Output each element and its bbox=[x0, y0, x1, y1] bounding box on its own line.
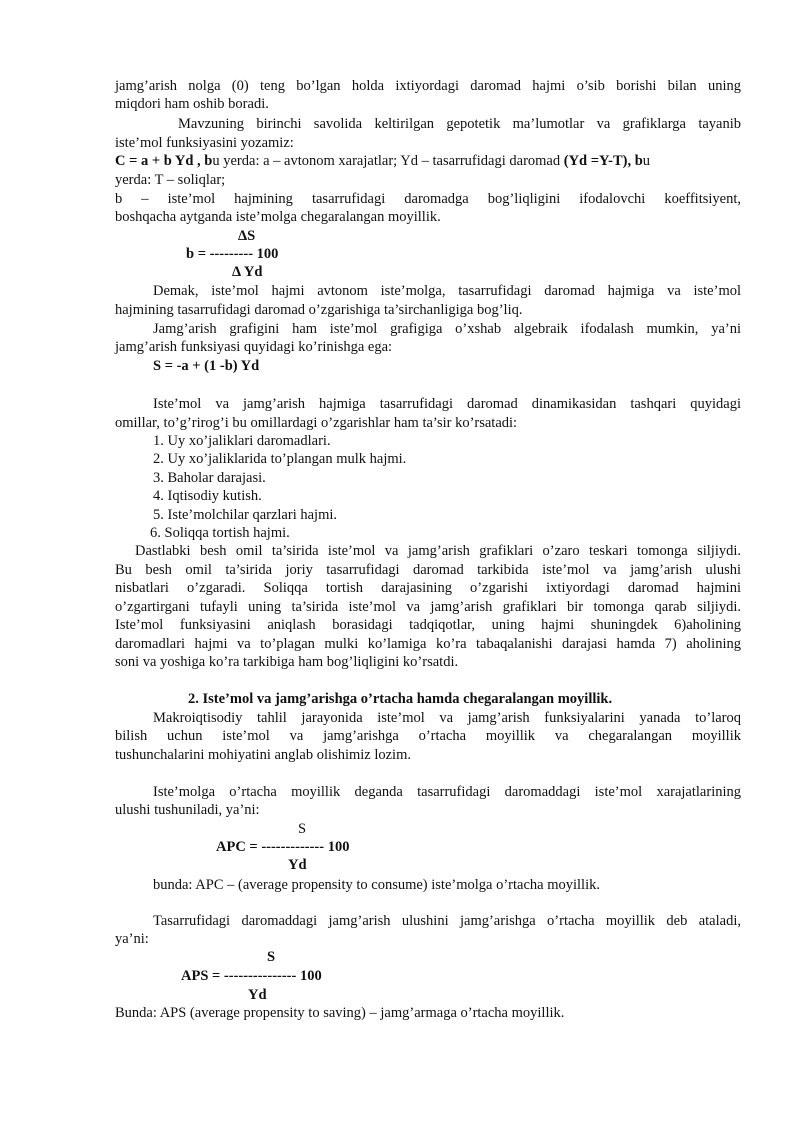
text-line: jamg’arish funksiyasi quyidagi ko’rinishga ega: bbox=[115, 339, 393, 355]
text-line: soni va yoshiga ko’ra tarkibiga ham bog’liqligini ko’rsatdi. bbox=[115, 654, 459, 670]
text-line: bilish uchun iste’mol va jamg’arishga o’rtacha moyillik va chegaralangan moyillik bbox=[115, 728, 741, 744]
text-line: ya’ni: bbox=[115, 931, 149, 947]
text-line: o’zgartirgani tufayli uning ta’sirida iste’mol va jamg’arish grafiklari bir tomonga qarab siljiydi. bbox=[115, 599, 741, 615]
consumption-formula-line bbox=[115, 152, 650, 170]
formula-aps-denominator: Yd bbox=[248, 987, 267, 1003]
text-line: Jamg’arish grafigini ham iste’mol grafigiga o’xshab algebraik ifodalash mumkin, ya’ni bbox=[153, 321, 741, 337]
text-line: Iste’mol funksiyasini aniqlash borasidagi tadqiqotlar, uning hajmi shuningdek 6)aholining bbox=[115, 617, 741, 633]
text-line: Makroiqtisodiy tahlil jarayonida iste’mol va jamg’arish funksiyalarini yanada to’laroq bbox=[153, 710, 741, 726]
text-line: nisbatlari o’zgaradi. Soliqqa tortish darajasining o’zgarishi ixtiyordagi daromad hajmini bbox=[115, 580, 741, 596]
list-item: 2. Uy xo’jaliklarida to’plangan mulk hajmi. bbox=[153, 451, 407, 467]
text-line: jamg’arish nolga (0) teng bo’lgan holda ixtiyordagi daromad hajmi o’sib borishi bilan uning bbox=[115, 78, 741, 94]
text-line: yerda: T – soliqlar; bbox=[115, 172, 226, 188]
text-line: Iste’mol va jamg’arish hajmiga tasarrufidagi daromad dinamikasidan tashqari quyidagi bbox=[153, 396, 741, 412]
text-line: boshqacha aytganda iste’molga chegaralangan moyillik. bbox=[115, 209, 441, 225]
formula-c-desc: u yerda: a – avtonom xarajatlar; Yd – tasarrufidagi daromad bbox=[212, 153, 564, 169]
text-line: daromadlari hajmi va to’plagan mulki ko’lamiga ko’ra tabaqalanishi darajasi hamda 7) aholining bbox=[115, 636, 741, 652]
formula-b: b = --------- 100 bbox=[186, 246, 279, 262]
formula-apc: APC = ------------- 100 bbox=[216, 839, 350, 855]
formula-aps-numerator: S bbox=[267, 949, 276, 965]
formula-c: C = a + b Yd , b bbox=[115, 153, 213, 169]
text-line: Bu besh omil ta’sirida joriy tasarrufidagi daromad tarkibida iste’mol va jamg’arish ulushi bbox=[115, 562, 741, 578]
text-line: tushunchalarini mohiyatini anglab olishimiz lozim. bbox=[115, 747, 411, 763]
text-line: miqdori ham oshib boradi. bbox=[115, 96, 269, 112]
list-item: 4. Iqtisodiy kutish. bbox=[153, 488, 262, 504]
text-line: omillar, to’g’rirog’i bu omillardagi o’zgarishlar ham ta’sir ko’rsatadi: bbox=[115, 415, 518, 431]
formula-c-tail: u bbox=[642, 153, 651, 169]
aps-definition: Bunda: APS (average propensity to saving) – jamg’armaga o’rtacha moyillik. bbox=[115, 1005, 565, 1021]
formula-aps: APS = --------------- 100 bbox=[181, 968, 322, 984]
list-item: 3. Baholar darajasi. bbox=[153, 470, 266, 486]
text-line: Mavzuning birinchi savolida keltirilgan gepotetik ma’lumotlar va grafiklarga tayanib bbox=[178, 116, 741, 132]
text-line: Dastlabki besh omil ta’sirida iste’mol va jamg’arish grafiklari o’zaro teskari tomonga siljiydi. bbox=[135, 543, 741, 559]
formula-yd: (Yd =Y-T), b bbox=[563, 153, 643, 169]
savings-formula: S = -a + (1 -b) Yd bbox=[153, 358, 260, 374]
apc-definition: bunda: APC – (average propensity to consume) iste’molga o’rtacha moyillik. bbox=[153, 877, 600, 893]
section-heading: 2. Iste’mol va jamg’arishga o’rtacha hamda chegaralangan moyillik. bbox=[188, 691, 613, 707]
text-line: hajmining tasarrufidagi daromad o’zgarishiga ta’sirchanligiga bog’liq. bbox=[115, 302, 523, 318]
text-line: Tasarrufidagi daromaddagi jamg’arish ulushini jamg’arishga o’rtacha moyillik deb ataladi, bbox=[153, 913, 741, 929]
formula-apc-numerator: S bbox=[298, 821, 307, 837]
text-line: b – iste’mol hajmining tasarrufidagi daromadga bog’liqligini ifodalovchi koeffitsiyent, bbox=[115, 191, 741, 207]
list-item: 6. Soliqqa tortish hajmi. bbox=[150, 525, 290, 541]
text-line: Iste’molga o’rtacha moyillik deganda tasarrufidagi daromaddagi iste’mol xarajatlarining bbox=[153, 784, 741, 800]
list-item: 1. Uy xo’jaliklari daromadlari. bbox=[153, 433, 331, 449]
formula-b-denominator: Δ Yd bbox=[232, 264, 263, 280]
formula-b-numerator: ΔS bbox=[238, 228, 256, 244]
formula-apc-denominator: Yd bbox=[288, 857, 307, 873]
text-line: Demak, iste’mol hajmi avtonom iste’molga, tasarrufidagi daromad hajmiga va iste’mol bbox=[153, 283, 741, 299]
text-line: iste’mol funksiyasini yozamiz: bbox=[115, 135, 294, 151]
list-item: 5. Iste’molchilar qarzlari hajmi. bbox=[153, 507, 337, 523]
text-line: ulushi tushuniladi, ya’ni: bbox=[115, 802, 260, 818]
